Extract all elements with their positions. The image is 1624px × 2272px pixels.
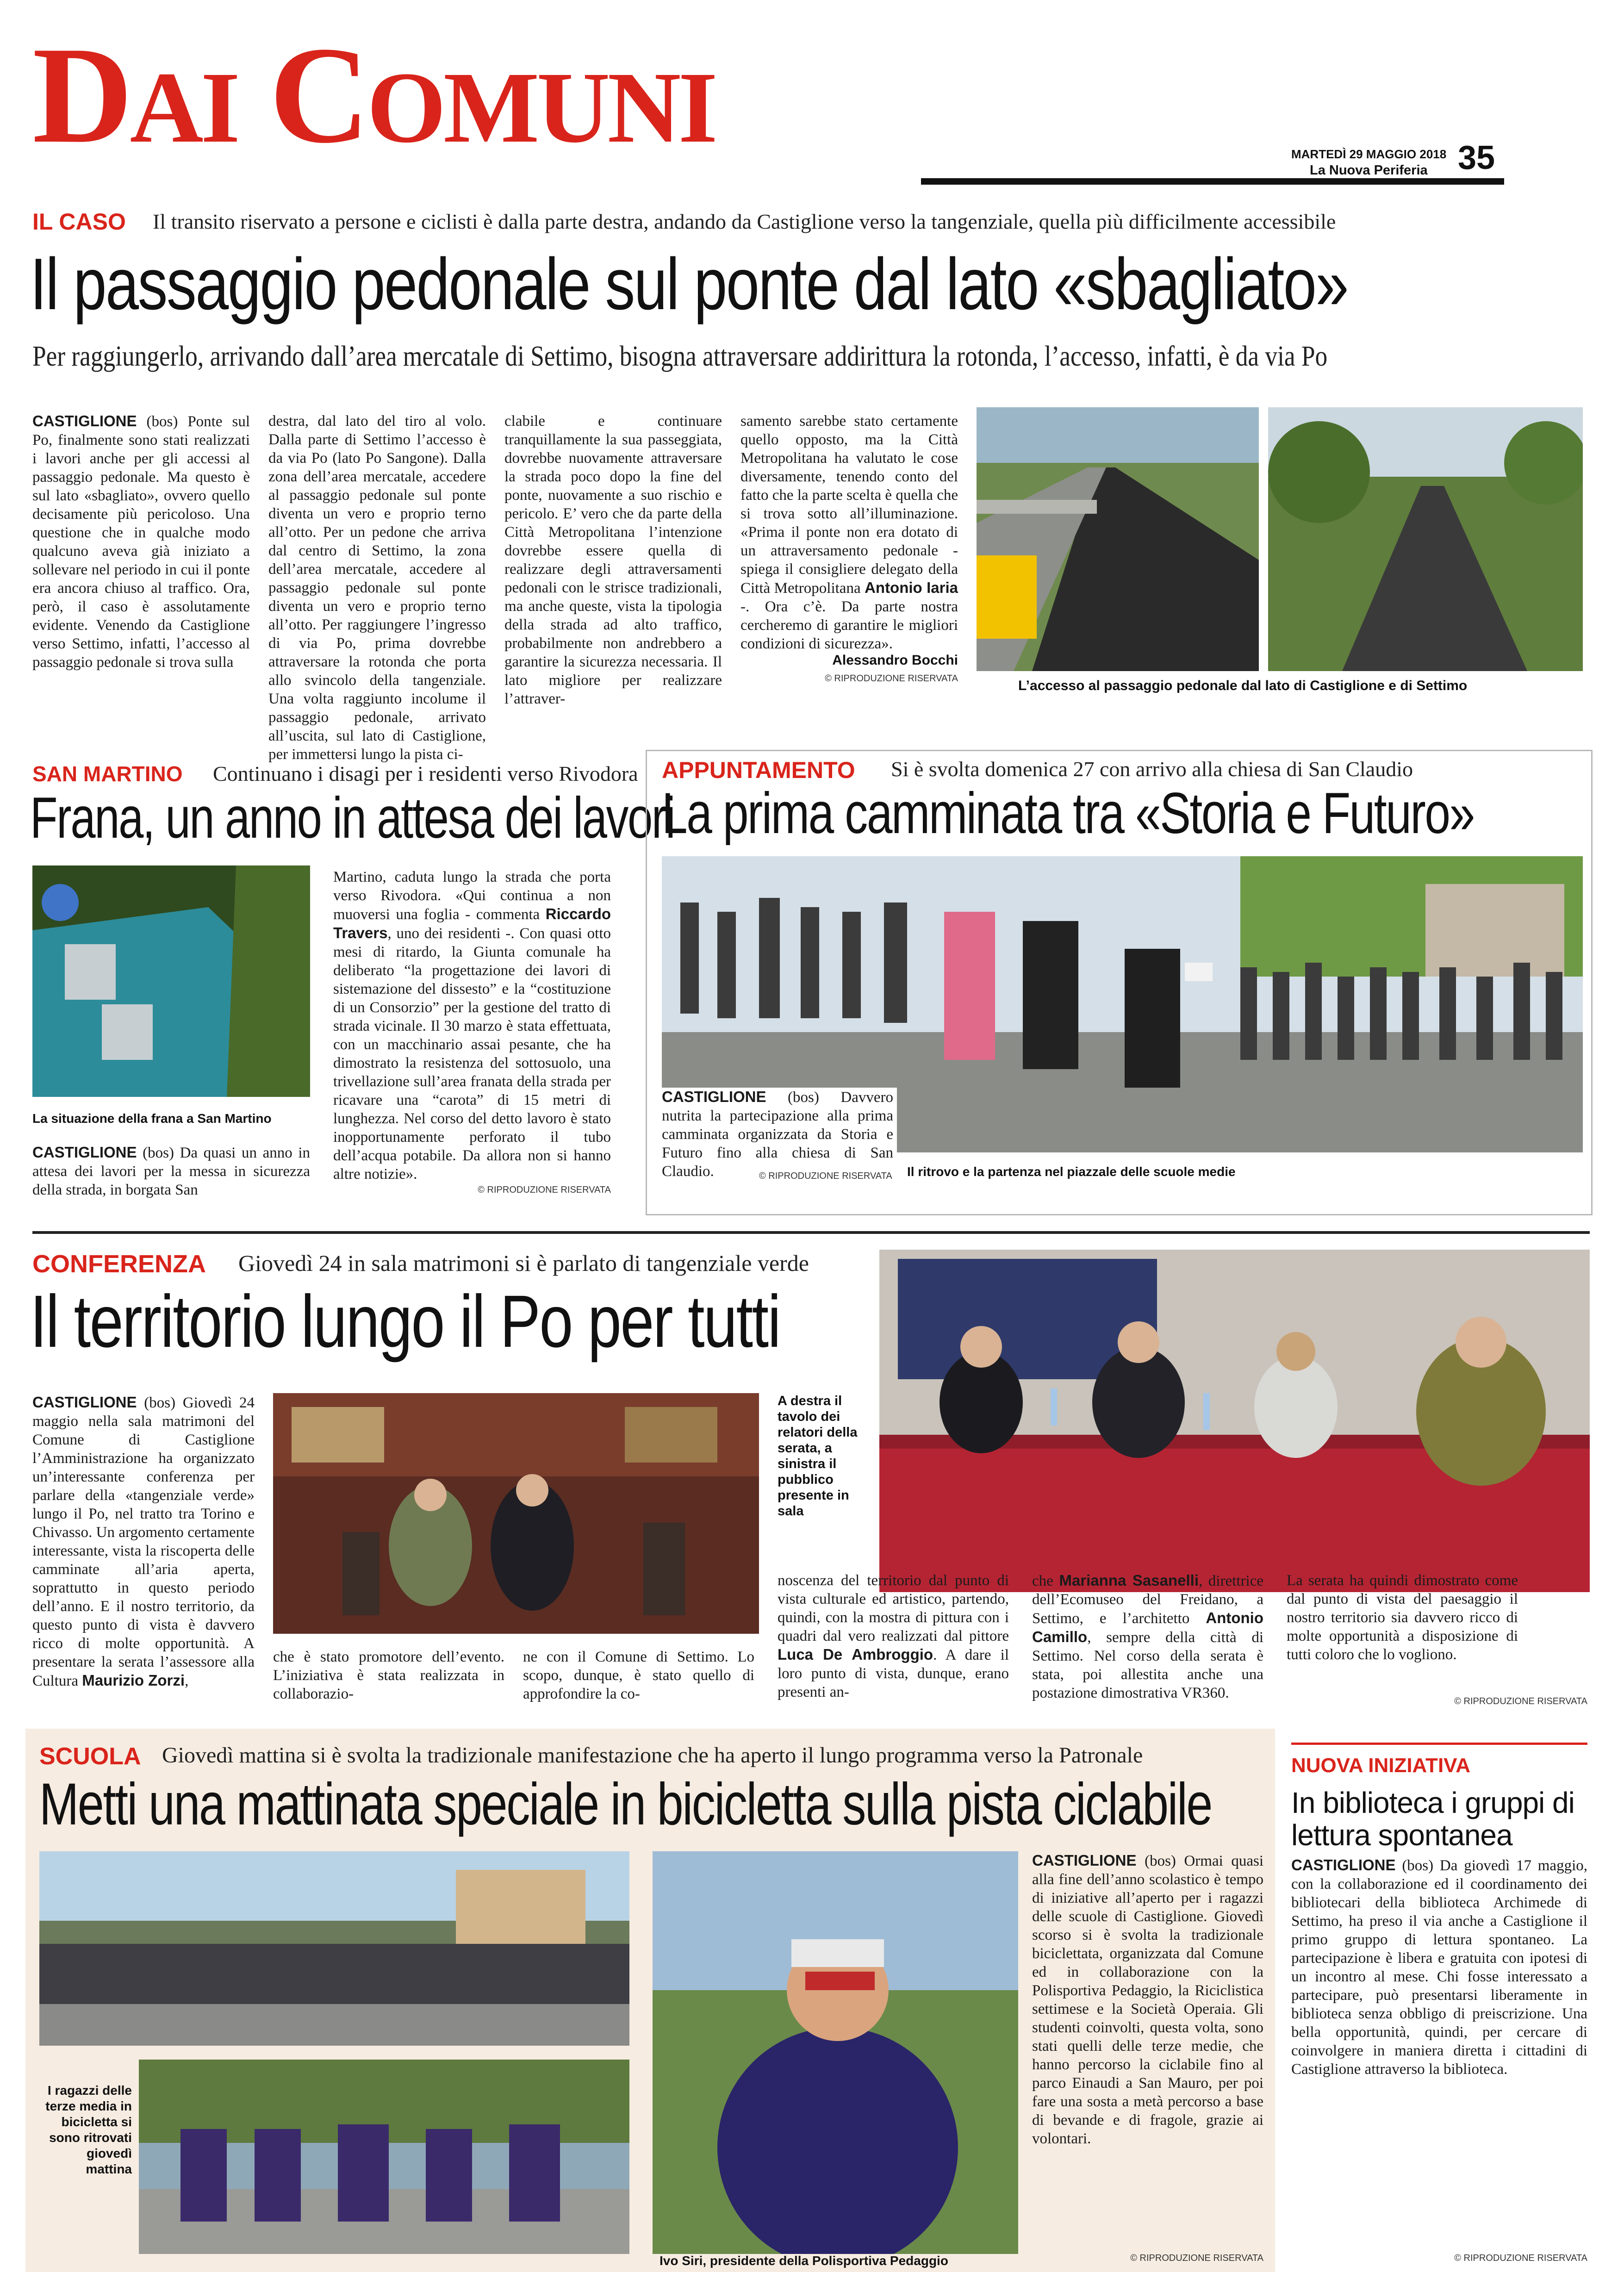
conferenza-column-2: che è stato promotore dell’evento. L’iniziativa è stata realizzata in collaborazio-: [273, 1649, 504, 1702]
sanmartino-column-2: [333, 868, 611, 1183]
bridge-access-photo-2: [1268, 407, 1583, 671]
sanmartino-subkicker: Continuano i disagi per i residenti verso Rivodora: [213, 762, 638, 785]
speakers-table-photo: [879, 1250, 1590, 1592]
caso-text-4-end: -. Ora c’è. Da parte nostra cercheremo di garantire le migliori condizioni di sicurezza».: [740, 598, 958, 652]
conferenza-column-3: ne con il Comune di Settimo. Lo scopo, dunque, è stato quello di approfondire la co-: [523, 1649, 754, 1702]
caso-column-2: destra, dal lato del tiro al volo. Dalla parte di Settimo l’accesso è da via Po (lato Po Sangone). Dalla zona dell’area mercatale, accedere al passaggio pedonale sul ponte diventa un vero e proprio terno all’otto. Per un pedone che arriva dal centro di Settimo, la zona dell’area mercatale, accedere al passaggio pedonale sul ponte diventa un vero e proprio terno all’otto. Per raggiungere l’ingresso di via Po, prima dovrebbe attraversare la rotonda che porta allo svincolo della tangenziale. Una volta raggiunto incolume il passaggio pedonale, arrivato all’uscita, sul lato di Castiglione, per immettersi lungo la pista ci-: [268, 413, 486, 763]
conferenza-column-1: [32, 1393, 255, 1690]
conferenza-rights: © RIPRODUZIONE RISERVATA: [1454, 1696, 1587, 1706]
appuntamento-kicker: APPUNTAMENTO: [662, 757, 855, 783]
conferenza-text-5b: , direttrice dell’Ecomuseo del Freidano, a Settimo, e l’architetto: [1032, 1573, 1263, 1627]
caso-subkicker: Il transito riservato a persone e ciclisti è dalla parte destra, andando da Castiglione verso la tangenziale, quella più difficilmente accessibile: [153, 210, 1336, 233]
caso-dateline: CASTIGLIONE: [32, 412, 137, 430]
section-divider: [32, 1231, 1590, 1234]
caso-column-4: [740, 412, 958, 653]
caso-text-4: samento sarebbe stato certamente quello opposto, ma la Città Metropolitana ha valutato le cose diversamente, tenendo conto del fatto che la parte scelta è quella che si trova sotto all’illuminazione. «Prima il ponte non era dotato di un attraversamento pedonale - spiega il consigliere delegato della Città Metropolitana: [740, 413, 958, 597]
masthead-rest-2: OMUNI: [367, 51, 715, 164]
iniziativa-kicker: NUOVA INIZIATIVA: [1291, 1754, 1471, 1777]
cyclists-group-photo: [139, 2060, 629, 2254]
scuola-photo-caption: Ivo Siri, presidente della Polisportiva Pedaggio: [660, 2253, 948, 2268]
iniziativa-rights: © RIPRODUZIONE RISERVATA: [1454, 2253, 1587, 2263]
conferenza-dateline: CASTIGLIONE: [32, 1394, 137, 1411]
iniziativa-column-1: [1291, 1856, 1587, 2079]
conferenza-column-5: [1032, 1571, 1263, 1702]
masthead-rule: [921, 178, 1504, 185]
caso-quote-person: Antonio Iaria: [865, 579, 958, 596]
caso-kicker: IL CASO: [32, 209, 126, 235]
caso-signature: Alessandro Bocchi: [832, 653, 958, 668]
scuola-kicker: SCUOLA: [39, 1743, 141, 1770]
appuntamento-dateline: CASTIGLIONE: [662, 1088, 766, 1105]
scuola-dateline: CASTIGLIONE: [1032, 1852, 1137, 1869]
sanmartino-headline: Frana, un anno in attesa dei lavori: [30, 786, 675, 850]
appuntamento-headline: La prima camminata tra «Storia e Futuro»: [662, 781, 1474, 846]
issue-date: MARTEDÌ 29 MAGGIO 2018: [1291, 147, 1447, 161]
masthead-initial-2: C: [269, 18, 367, 172]
scuola-subkicker: Giovedì mattina si è svolta la tradizionale manifestazione che ha aperto il lungo programma verso la Patronale: [162, 1743, 1143, 1768]
conferenza-column-4: [778, 1571, 1009, 1701]
section-masthead: [32, 18, 715, 172]
scuola-rights: © RIPRODUZIONE RISERVATA: [1130, 2253, 1263, 2263]
conferenza-text-1b: ,: [185, 1673, 189, 1689]
appuntamento-rights: © RIPRODUZIONE RISERVATA: [759, 1171, 892, 1181]
sanmartino-dateline: CASTIGLIONE: [32, 1144, 137, 1161]
iniziativa-text-1: (bos) Da giovedì 17 maggio, con la collaborazione ed il coordinamento dei bibliotecari della biblioteca Archimede di Settimo, ha preso il via anche a Castiglione il primo gruppo di lettura spontaneo. La partecipazione è libera e gratuita con ipotesi di un incontro al mese. Chi fosse interessato a partecipare, può presentarsi liberamente in biblioteca senza obbligo di preiscrizione. Una bella opportunità, quindi, per cercare di coinvolgere in maniera diretta i cittadini di Castiglione attraverso la biblioteca.: [1291, 1857, 1587, 2078]
caso-headline: Il passaggio pedonale sul ponte dal lato «sbagliato»: [30, 243, 1348, 325]
conferenza-kicker: CONFERENZA: [32, 1250, 206, 1278]
masthead-rest-1: AI: [130, 51, 238, 164]
sanmartino-quote-person: Riccardo Travers: [333, 905, 611, 941]
page-number: 35: [1458, 139, 1495, 176]
conferenza-text-4: noscenza del territorio dal punto di vista culturale ed artistico, partendo, quindi, con la mostra di pittura con i quadri dal vero realizzati dal pittore: [778, 1572, 1009, 1644]
caso-photo-caption: L’accesso al passaggio pedonale dal lato di Castiglione e di Settimo: [1018, 678, 1468, 693]
conferenza-headline: Il territorio lungo il Po per tutti: [30, 1280, 780, 1363]
caso-column-3: clabile e continuare tranquillamente la sua passeggiata, dovrebbe nuovamente attraversare la strada poco dopo la fine del ponte, nuovamente a suo rischio e pericolo. E’ vero che da parte della Città Metropolitana l’intenzione dovrebbe essere quella di realizzare degli attraversamenti pedonali con le strisce tradizionali, ma anche queste, vista la tipologia della strada ad alto traffico, probabilmente non andrebbero a garantire la sicurezza necessaria. Il lato migliore per realizzare l’attraver-: [504, 413, 722, 707]
students-bikes-photo: [39, 1851, 629, 2046]
scuola-headline: Metti una mattinata speciale in bicicletta sulla pista ciclabile: [39, 1771, 1212, 1837]
iniziativa-rule: [1291, 1743, 1587, 1745]
conferenza-text-1: (bos) Giovedì 24 maggio nella sala matrimoni del Comune di Castiglione l’Amministrazione ha organizzato un’interessante conferenza per parlare della «tangenziale verde» lungo il Po, nel tratto tra Torino e Chivasso. Un argomento certamente interessante, vista la riscoperta delle camminate all’aria aperta, soprattutto in questo periodo dell’anno. E il nostro territorio, da questo punto di vista è davvero ricco di molte opportunità. A presentare la serata l’assessore alla Cultura: [32, 1394, 255, 1689]
conferenza-text-5c: , sempre della città di Settimo. Nel corso della serata è stata, poi allestita anche una postazione dimostrativa VR360.: [1032, 1629, 1263, 1701]
ivo-siri-photo: [653, 1851, 1018, 2254]
newspaper-name: La Nuova Periferia: [1310, 163, 1428, 178]
bridge-access-photo-1: [977, 407, 1259, 671]
caso-deck: Per raggiungerlo, arrivando dall’area mercatale di Settimo, bisogna attraversare addirittura la rotonda, l’accesso, infatti, è da via Po: [32, 341, 1328, 372]
caso-text-1: (bos) Ponte sul Po, finalmente sono stati realizzati i lavori anche per gli accessi al passaggio pedonale. Ma questo è sul lato «sbagliato», ovvero quello decisamente più pericoloso. Una questione che in qualche modo qualcuno aveva già iniziato a sollevare nel periodo in cui il ponte era ancora chiuso al traffico. Ora, però, il caso è assolutamente evidente. Venendo da Castiglione verso Settimo, infatti, l’accesso al passaggio pedonale si trova sulla: [32, 413, 250, 671]
conferenza-column-6: La serata ha quindi dimostrato come dal punto di vista del paesaggio il nostro territorio sia davvero ricco di molte opportunità a disposizione di tutti coloro che lo vogliono.: [1287, 1572, 1518, 1663]
sanmartino-rights: © RIPRODUZIONE RISERVATA: [478, 1185, 611, 1195]
sanmartino-text-1: (bos) Da quasi un anno in attesa dei lavori per la messa in sicurezza della strada, in borgata San: [32, 1145, 310, 1198]
conferenza-text-5a: che: [1032, 1573, 1053, 1589]
scuola-text-1: (bos) Ormai quasi alla fine dell’anno scolastico è tempo di iniziative all’aperto per i ragazzi delle scuole di Castiglione. Giovedì scorso si è svolta la tradizionale biciclettata, organizzata dal Comune ed in collaborazione con la Polisportiva Pedaggio, la Riciclistica settimese e la Società Operaia. Gli studenti coinvolti, questa volta, sono stati quelli delle terze medie, che hanno percorso la ciclabile fino al parco Einaudi a San Mauro, per poi fare una sosta a metà percorso a base di bevande e di fragole, grazie ai volontari.: [1032, 1853, 1263, 2147]
masthead-initial-1: D: [32, 18, 130, 172]
caso-column-1: [32, 412, 250, 672]
sanmartino-text-2a: Martino, caduta lungo la strada che porta verso Rivodora. «Qui continua a non muoversi una foglia - commenta: [333, 869, 611, 923]
appuntamento-text-1: (bos) Davvero nutrita la partecipazione alla prima camminata organizzata da Storia e Futuro fino alla chiesa di San Claudio.: [662, 1089, 894, 1180]
landslide-photo: [32, 865, 310, 1097]
conferenza-director: Marianna Sasanelli: [1059, 1572, 1199, 1589]
sanmartino-kicker: SAN MARTINO: [32, 762, 183, 786]
conferenza-architect: Antonio Camillo: [1032, 1609, 1263, 1645]
audience-photo: [273, 1393, 759, 1634]
caso-rights: © RIPRODUZIONE RISERVATA: [825, 673, 958, 684]
sanmartino-text-2b: , uno dei residenti -. Con quasi otto mesi di ritardo, la Giunta comunale ha deliberato “la progettazione dei lavori di sistemazione del dissesto” e la “costituzione di un Consorzio” per la gestione del tratto di strada vicinale. Il 30 marzo è stata effettuata, con un macchinario assai pesante, che ha dimostrato la resistenza del sottosuolo, una trivellazione sull’area franata della strada per ricavare una “carota” di 15 metri di lunghezza. Nel corso del detto lavoro è stato inopportunamente perforato il tubo dell’acqua potabile. Da allora non si hanno altre notizie».: [333, 925, 611, 1183]
conferenza-text-4-end: . A dare il loro punto di vista, dunque, erano presenti an-: [778, 1647, 1009, 1700]
sanmartino-column-1: [32, 1143, 310, 1199]
scuola-column-1: [1032, 1851, 1263, 2148]
appuntamento-column-1: [662, 1088, 897, 1183]
appuntamento-subkicker: Si è svolta domenica 27 con arrivo alla chiesa di San Claudio: [891, 757, 1413, 781]
iniziativa-dateline: CASTIGLIONE: [1291, 1856, 1396, 1874]
conferenza-assessore: Maurizio Zorzi: [82, 1672, 185, 1689]
sanmartino-photo-caption: La situazione della frana a San Martino: [32, 1111, 272, 1126]
iniziativa-headline: In biblioteca i gruppi di lettura spontanea: [1291, 1786, 1574, 1852]
conferenza-subkicker: Giovedì 24 in sala matrimoni si è parlato di tangenziale verde: [238, 1250, 809, 1276]
conferenza-side-caption: A destra il tavolo dei relatori della serata, a sinistra il pubblico presente in sala: [778, 1394, 858, 1519]
conferenza-painter: Luca De Ambroggio: [778, 1646, 933, 1663]
scuola-side-caption: I ragazzi delle terze media in bicicletta si sono ritrovati giovedì mattina: [45, 2083, 132, 2176]
appuntamento-photo-caption: Il ritrovo e la partenza nel piazzale delle scuole medie: [907, 1164, 1236, 1179]
